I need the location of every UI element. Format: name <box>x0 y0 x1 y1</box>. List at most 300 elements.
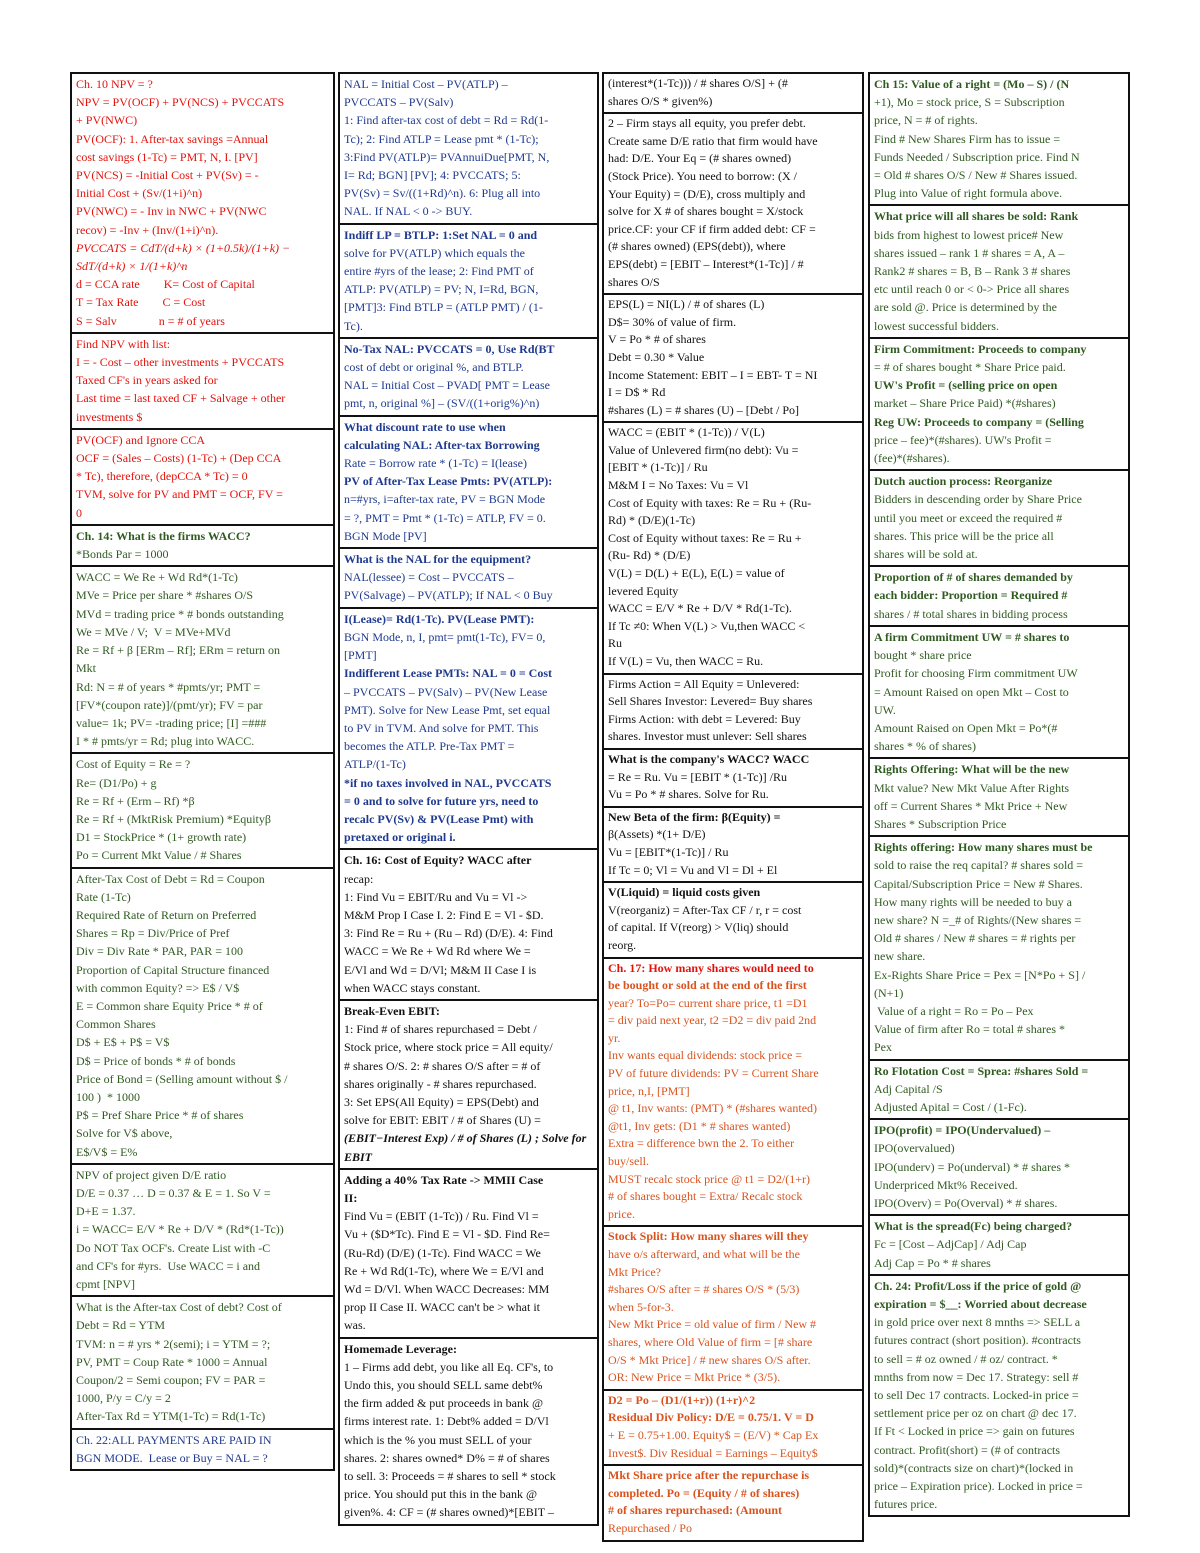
note-line: shares will be sold at. <box>874 547 978 562</box>
note-line: WACC = (EBIT * (1-Tc)) / V(L) <box>608 425 765 440</box>
note-line: have o/s afterward, and what will be the <box>608 1247 800 1261</box>
note-line: settlement price per oz on chart @ dec 17. <box>874 1406 1077 1421</box>
note-line: Value of a right = Ro = Po – Pex <box>874 1003 1034 1018</box>
note-line: 1 – Firms add debt, you like all Eq. CF's, to <box>344 1359 554 1374</box>
note-line: 0 <box>76 505 82 520</box>
note-line: (Ru-Rd) (D/E) (1-Tc). Find WACC = We <box>344 1245 541 1260</box>
note-line: new share. <box>874 949 926 964</box>
note-line: futures price. <box>874 1497 938 1512</box>
note-line: *if no taxes involved in NAL, PVCCATS <box>344 775 552 790</box>
note-line: I = D$ * Rd <box>608 385 666 400</box>
note-line: price. <box>608 1206 635 1221</box>
note-line: Profit for choosing Firm commitment UW <box>874 666 1078 681</box>
note-line: Cost of Equity without taxes: Re = Ru + <box>608 530 802 545</box>
note-line: solve for X # of shares bought = X/stock <box>608 204 804 219</box>
note-box <box>602 1464 864 1541</box>
note-line: NAL = Initial Cost – PV(ATLP) – <box>344 77 508 91</box>
note-line: After-Tax Cost of Debt = Rd = Coupon <box>76 871 265 886</box>
note-line: Fc = [Cost – AdjCap] / Adj Cap <box>874 1237 1027 1252</box>
note-line: becomes the ATLP. Pre-Tax PMT = <box>344 739 515 754</box>
note-line: = ?, PMT = Pmt * (1-Tc) = ATLP, FV = 0. <box>344 510 546 525</box>
note-box <box>338 415 599 547</box>
note-line: sold to raise the req capital? # shares sold = <box>874 858 1084 873</box>
note-line: V(reorganiz) = After-Tax CF / r, r = cost <box>608 902 802 917</box>
note-box <box>602 112 864 293</box>
note-line: (# shares owned) (EPS(debt)), where <box>608 239 786 254</box>
note-line: TVM: n = # yrs * 2(semi); i = YTM = ?; <box>76 1336 271 1351</box>
note-line: PV, PMT = Coup Rate * 1000 = Annual <box>76 1354 268 1369</box>
note-line: Inv wants equal dividends: stock price = <box>608 1048 803 1063</box>
note-line: Tc). <box>344 318 363 333</box>
note-line: UW. <box>874 702 896 717</box>
note-line: (Stock Price). You need to borrow: (X / <box>608 168 797 183</box>
note-box <box>602 673 864 748</box>
note-line: Residual Div Policy: D/E = 0.75/1. V = D <box>608 1410 814 1425</box>
note-line: D$= 30% of value of firm. <box>608 314 737 329</box>
note-line: to sell. 3: Proceeds = # shares to sell * stock <box>344 1469 556 1484</box>
note-line: shares issued – rank 1 # shares = A, A – <box>874 245 1065 260</box>
note-line: Indiff LP = BTLP: 1:Set NAL = 0 and <box>344 227 538 242</box>
note-line: How many rights will be needed to buy a <box>874 894 1072 909</box>
note-line: Po = Current Mkt Value / # Shares <box>76 848 242 863</box>
note-line: If Ft < Locked in price => gain on futures <box>874 1424 1075 1439</box>
note-line: Homemade Leverage: <box>344 1341 457 1356</box>
note-line: Ch. 14: What is the firms WACC? <box>76 528 251 543</box>
note-line: D$ + E$ + P$ = V$ <box>76 1035 170 1050</box>
note-line: completed. Po = (Equity / # of shares) <box>608 1485 800 1500</box>
note-line: Solve for V$ above, <box>76 1126 173 1141</box>
note-box <box>868 1274 1130 1518</box>
note-line: buy/sell. <box>608 1154 649 1169</box>
note-line: V(Liquid) = liquid costs given <box>608 885 761 900</box>
note-line: Find NPV with list: <box>76 336 171 351</box>
note-line: (Ru- Rd) * (D/E) <box>608 548 691 563</box>
note-line: Cost of Equity with taxes: Re = Ru + (Ru- <box>608 495 812 510</box>
note-box <box>70 524 335 565</box>
note-line: I = - Cost – other investments + PVCCATS <box>76 355 285 370</box>
note-line: NPV of project given D/E ratio <box>76 1167 227 1182</box>
note-box <box>868 469 1130 565</box>
note-line: reorg. <box>608 937 637 952</box>
note-line: Shares = Rp = Div/Price of Pref <box>76 926 230 941</box>
note-line: price – fee)*(#shares). UW's Profit = <box>874 432 1052 447</box>
note-line: New Beta of the firm: β(Equity) = <box>608 809 781 824</box>
note-line: 3:Find PV(ATLP)= PVAnnuiDue[PMT, N, <box>344 149 550 164</box>
note-box <box>868 204 1130 336</box>
note-line: Find Vu = (EBIT (1-Tc)) / Ru. Find Vl = <box>344 1209 539 1224</box>
note-line: which is the % you must SELL of your <box>344 1432 532 1447</box>
note-line: # shares O/S. 2: # shares O/S after = # of <box>344 1058 541 1073</box>
note-line: Repurchased / Po <box>608 1520 692 1535</box>
note-line: PV(Salvage) – PV(ATLP); If NAL < 0 Buy <box>344 588 553 603</box>
note-line: I * # pmts/yr = Rd; plug into WACC. <box>76 734 255 749</box>
note-box <box>602 421 864 672</box>
note-line: year? To=Po= current share price, t1 =D1 <box>608 995 808 1010</box>
note-line: Re= (D1/Po) + g <box>76 775 157 790</box>
note-line: Tc); 2: Find ATLP = Lease pmt * (1-Tc); <box>344 131 539 146</box>
note-line: IPO(profit) = IPO(Undervalued) – <box>874 1123 1051 1138</box>
note-line: price. You should put this in the bank @ <box>344 1487 538 1502</box>
note-line: Rights Offering: What will be the new <box>874 762 1070 777</box>
note-line: = # of shares bought * Share Price paid. <box>874 360 1066 375</box>
note-line: cpmt [NPV] <box>76 1277 135 1291</box>
note-box <box>338 72 599 223</box>
note-line: IPO(Overv) = Po(Overval) * # shares. <box>874 1195 1058 1210</box>
note-line: Ch. 10 NPV = ? <box>76 77 153 91</box>
note-line: PVCCATS = CdT/(d+k) × (1+0.5k)/(1+k) − SdT/(d+k) × 1/(1+k)^n <box>76 240 294 274</box>
note-line: price.CF: your CF if firm added debt: CF = <box>608 221 816 236</box>
note-line: each bidder: Proportion = Required # <box>874 588 1068 603</box>
note-line: OR: New Price = Mkt Price * (3/5). <box>608 1370 781 1385</box>
note-line: We = MVe / V; V = MVe+MVd <box>76 624 231 639</box>
note-line: Wd = D/Vl. When WACC Decreases: MM <box>344 1282 550 1296</box>
note-line: Proportion of # of shares demanded by <box>874 570 1073 585</box>
note-line: in gold price over next 8 mnths => SELL a <box>874 1315 1081 1330</box>
note-line: What is the After-tax Cost of debt? Cost of <box>76 1300 282 1315</box>
note-line: = div paid next year, t2 =D2 = div paid 2nd <box>608 1013 817 1028</box>
note-box <box>868 1214 1130 1274</box>
note-line: V(L) = D(L) + E(L), E(L) = value of <box>608 566 785 581</box>
note-line: EPS(L) = NI(L) / # of shares (L) <box>608 297 765 312</box>
note-line: Rights offering: How many shares must be <box>874 840 1093 855</box>
note-line: = 0 and to solve for future yrs, need to <box>344 793 539 808</box>
note-line: ATLP/(1-Tc) <box>344 757 406 772</box>
note-box <box>70 72 335 332</box>
note-line: Ch. 24: Profit/Loss if the price of gold @ <box>874 1278 1082 1293</box>
note-line: Undo this, you should SELL same debt% <box>344 1378 543 1393</box>
column-4 <box>868 72 1130 1517</box>
note-line: price, n,I, [PMT] <box>608 1083 690 1098</box>
note-line: S = Salv n = # of years <box>76 313 225 328</box>
note-line: *Bonds Par = 1000 <box>76 547 169 562</box>
note-line: V = Po * # of shares <box>608 332 706 347</box>
note-line: new share? N =_# of Rights/(New shares = <box>874 912 1082 927</box>
note-line: 1: Find # of shares repurchased = Debt / <box>344 1022 537 1037</box>
note-line: recap: <box>344 871 374 886</box>
note-line: Div = Div Rate * PAR, PAR = 100 <box>76 944 244 959</box>
note-line: Underpriced Mkt% Received. <box>874 1177 1018 1192</box>
note-line: P$ = Pref Share Price * # of shares <box>76 1108 244 1123</box>
note-line: A firm Commitment UW = # shares to <box>874 629 1070 644</box>
note-line: Value of Unlevered firm(no debt): Vu = <box>608 442 799 457</box>
note-line: Indifferent Lease PMTs: NAL = 0 = Cost <box>344 666 553 681</box>
note-line: 100 ) * 1000 <box>76 1089 140 1104</box>
note-box <box>868 835 1130 1058</box>
note-box <box>70 565 335 752</box>
note-box <box>868 1059 1130 1119</box>
note-line: 3: Set EPS(All Equity) = EPS(Debt) and <box>344 1094 539 1109</box>
note-line: @ t1, Inv wants: (PMT) * (#shares wanted) <box>608 1101 818 1116</box>
note-line: PV(NCS) = -Initial Cost + PV(Sv) = - <box>76 168 259 183</box>
note-box <box>70 428 335 524</box>
note-line: [PMT]3: Find BTLP = (ATLP PMT) / (1- <box>344 300 543 315</box>
note-line: Ch. 16: Cost of Equity? WACC after <box>344 853 532 868</box>
note-line: M&M I = No Taxes: Vu = Vl <box>608 478 749 493</box>
note-line: Ex-Rights Share Price = Pex = [N*Po + S] / <box>874 967 1086 982</box>
note-box <box>70 332 335 428</box>
note-line: Adding a 40% Tax Rate -> MMII Case <box>344 1172 544 1187</box>
note-line: + PV(NWC) <box>76 113 138 128</box>
note-line: Find # New Shares Firm has to issue = <box>874 131 1061 146</box>
note-line: solve for EBIT: EBIT / # of Shares (U) = <box>344 1113 541 1128</box>
note-line: Adj Cap = Po * # shares <box>874 1255 991 1270</box>
note-box <box>868 337 1130 469</box>
note-line: Pex <box>874 1040 892 1055</box>
note-line: BGN MODE. Lease or Buy = NAL = ? <box>76 1450 268 1465</box>
note-line: shares. 2: shares owned* D% = # of shares <box>344 1450 550 1465</box>
note-line: n=#yrs, i=after-tax rate, PV = BGN Mode <box>344 492 546 507</box>
note-line: If V(L) = Vu, then WACC = Ru. <box>608 654 764 668</box>
note-line: @t1, Inv gets: (D1 * # shares wanted) <box>608 1118 791 1133</box>
note-line: MVd = trading price * # bonds outstanding <box>76 606 284 621</box>
note-line: Sell Shares Investor: Levered= Buy shares <box>608 694 813 709</box>
note-line: IPO(overvalued) <box>874 1141 955 1156</box>
note-box <box>602 748 864 806</box>
note-box <box>70 867 335 1163</box>
note-line: ATLP: PV(ATLP) = PV; N, I=Rd, BGN, <box>344 282 539 297</box>
note-box <box>602 72 864 112</box>
note-line: Dutch auction process: Reorganize <box>874 474 1053 489</box>
note-line: Capital/Subscription Price = New # Shares. <box>874 876 1083 891</box>
note-line: # of shares bought = Extra/ Recalc stock <box>608 1189 803 1204</box>
note-line: i = WACC= E/V * Re + D/V * (Rd*(1-Tc)) <box>76 1222 284 1237</box>
note-box <box>868 757 1130 835</box>
note-line: Bidders in descending order by Share Price <box>874 492 1082 507</box>
column-1 <box>70 72 335 1471</box>
note-box <box>868 1118 1130 1214</box>
note-line: WACC = We Re + Wd Rd*(1-Tc) <box>76 570 238 585</box>
note-line: Firms Action = All Equity = Unlevered: <box>608 676 800 691</box>
note-line: Ru <box>608 636 623 651</box>
note-line: Stock Split: How many shares will they <box>608 1229 809 1244</box>
note-box <box>338 547 599 607</box>
note-line: shares. This price will be the price all <box>874 528 1054 543</box>
note-line: Price of Bond = (Selling amount without $ / <box>76 1071 288 1086</box>
note-line: MVe = Price per share * #shares O/S <box>76 588 254 603</box>
note-line: PV(OCF) and Ignore CCA <box>76 432 205 447</box>
note-line: Re = Rf + (MktRisk Premium) *Equityβ <box>76 811 271 826</box>
note-line: Funds Needed / Subscription price. Find N <box>874 149 1080 164</box>
note-line: IPO(underv) = Po(underval) * # shares * <box>874 1159 1071 1174</box>
note-line: had: D/E. Your Eq = (# shares owned) <box>608 151 792 166</box>
note-line: shares O/S <box>608 274 660 289</box>
note-box <box>868 72 1130 204</box>
note-line: NAL(lessee) = Cost – PVCCATS – <box>344 570 514 585</box>
note-line: NAL = Initial Cost – PVAD[ PMT = Lease <box>344 378 550 393</box>
note-line: Plug into Value of right formula above. <box>874 186 1063 201</box>
note-line: Vu = [EBIT*(1-Tc)] / Ru <box>608 844 729 859</box>
note-line: Re = Rf + β [ERm – Rf]; ERm = return on <box>76 643 281 658</box>
note-line: Rank2 # shares = B, B – Rank 3 # shares <box>874 264 1071 279</box>
note-box <box>602 957 864 1226</box>
note-box <box>338 999 599 1168</box>
note-line: Last time = last taxed CF + Salvage + other <box>76 391 286 406</box>
note-line: MUST recalc stock price @ t1 = D2/(1+r) <box>608 1171 810 1186</box>
note-line: PV of After-Tax Lease Pmts: PV(ATLP): <box>344 474 553 489</box>
note-line: Firm Commitment: Proceeds to company <box>874 341 1087 356</box>
note-line: Rate (1-Tc) <box>76 889 131 904</box>
note-line: cost savings (1-Tc) = PMT, N, I. [PV] <box>76 149 258 164</box>
note-line: E = Common share Equity Price * # of <box>76 998 263 1013</box>
note-line: D2 = Po – (D1/(1+r)) (1+r)^2 <box>608 1392 756 1407</box>
note-line: TVM, solve for PV and PMT = OCF, FV = <box>76 487 283 502</box>
note-box <box>868 565 1130 625</box>
note-line: Common Shares <box>76 1017 156 1032</box>
note-box <box>338 337 599 415</box>
note-line: β(Assets) *(1+ D/E) <box>608 827 706 842</box>
note-line: futures contract (short position). #contracts <box>874 1333 1081 1348</box>
note-line: # of shares repurchased: (Amount <box>608 1503 783 1518</box>
note-line: OCF = (Sales – Costs) (1-Tc) + (Dep CCA <box>76 451 282 466</box>
note-line: = Amount Raised on open Mkt – Cost to <box>874 684 1069 699</box>
note-box <box>868 625 1130 757</box>
note-line: when 5-for-3. <box>608 1299 674 1314</box>
note-line: shares. Investor must unlever: Sell shares <box>608 729 807 744</box>
note-line: (fee)*(#shares). <box>874 451 950 466</box>
note-line: be bought or sold at the end of the first <box>608 978 807 993</box>
note-line: investments $ <box>76 409 143 424</box>
note-line: Ro Flotation Cost = Sprea: #shares Sold = <box>874 1063 1089 1078</box>
note-line: d = CCA rate K= Cost of Capital <box>76 277 255 292</box>
note-line: 2 – Firm stays all equity, you prefer debt. <box>608 116 806 131</box>
note-line: Break-Even EBIT: <box>344 1003 440 1018</box>
note-line: expiration = $__: Worried about decrease <box>874 1297 1087 1311</box>
note-box <box>602 806 864 881</box>
note-line: to PV in TVM. And solve for PMT. This <box>344 720 539 735</box>
note-line: If Tc = 0; Vl = Vu and Vl = Dl + El <box>608 862 778 877</box>
note-line: value= 1k; PV= -trading price; [I] =### <box>76 715 267 730</box>
note-line: 1: Find Vu = EBIT/Ru and Vu = Vl -> <box>344 889 528 904</box>
note-line: lowest successful bidders. <box>874 318 999 333</box>
note-line: Debt = 0.30 * Value <box>608 349 705 364</box>
note-line: 1000, P/y = C/y = 2 <box>76 1391 171 1406</box>
note-line: NAL. If NAL < 0 -> BUY. <box>344 204 473 219</box>
note-line: Adjusted Apital = Cost / (1-Fc). <box>874 1099 1027 1114</box>
note-line: Mkt value? New Mkt Value After Rights <box>874 780 1070 795</box>
note-line: Adj Capital /S <box>874 1081 943 1096</box>
note-line: PMT). Solve for New Lease Pmt, set equal <box>344 702 551 717</box>
note-line: bought * share price <box>874 648 972 663</box>
note-line: Mkt <box>76 661 97 676</box>
note-line: entire #yrs of the lease; 2: Find PMT of <box>344 264 534 279</box>
note-line: New Mkt Price = old value of firm / New # <box>608 1317 817 1332</box>
note-line: If Tc ≠0: When V(L) > Vu,then WACC < <box>608 618 806 633</box>
note-line: = Re = Ru. Vu = [EBIT * (1-Tc)] /Ru <box>608 769 787 784</box>
note-line: [FV*(coupon rate)]/(pmt/yr); FV = par <box>76 697 263 712</box>
note-box <box>338 223 599 337</box>
note-line: pretaxed or original i. <box>344 830 456 845</box>
note-line: shares, where Old Value of firm = [# share <box>608 1334 813 1349</box>
note-line: PV(Sv) = Sv/((1+Rd)^n). 6: Plug all into <box>344 186 541 201</box>
note-line: D$ = Price of bonds * # of bonds <box>76 1053 236 1068</box>
note-line: No-Tax NAL: PVCCATS = 0, Use Rd(BT <box>344 341 555 356</box>
note-line: What is the spread(Fc) being charged? <box>874 1219 1073 1234</box>
note-line: D1 = StockPrice * (1+ growth rate) <box>76 830 247 845</box>
note-line: when WACC stays constant. <box>344 980 481 995</box>
note-line: price – Expiration price). Locked in price = <box>874 1479 1083 1494</box>
column-3 <box>602 72 864 1542</box>
note-line: Reg UW: Proceeds to company = (Selling <box>874 414 1084 429</box>
note-line: What price will all shares be sold: Rank <box>874 209 1079 224</box>
note-line: I= Rd; BGN] [PV]; 4: PVCCATS; 5: <box>344 168 521 183</box>
note-line: [PMT] <box>344 648 377 663</box>
note-line: Vu + ($D*Tc). Find E = Vl - $D. Find Re= <box>344 1227 550 1242</box>
note-line: shares * % of shares) <box>874 739 976 754</box>
note-line: PV of future dividends: PV = Current Share <box>608 1066 819 1081</box>
note-line: market – Share Price Paid) *(#shares) <box>874 396 1056 411</box>
note-line: After-Tax Rd = YTM(1-Tc) = Rd(1-Tc) <box>76 1409 266 1424</box>
note-line: sold)*(contracts size on chart)*(locked in <box>874 1460 1074 1475</box>
note-line: D+E = 1.37. <box>76 1204 136 1219</box>
note-line: bids from highest to lowest price# New <box>874 227 1064 242</box>
note-line: Rd: N = # of years * #pmts/yr; PMT = <box>76 679 261 694</box>
note-line: pmt, n, original %] – (SV/((1+orig%)^n) <box>344 396 540 411</box>
note-line: Invest$. Div Residual = Earnings – Equity$ <box>608 1445 818 1460</box>
note-line: PV(OCF): 1. After-tax savings =Annual <box>76 131 269 146</box>
note-line: Coupon/2 = Semi coupon; FV = PAR = <box>76 1373 266 1388</box>
note-box <box>70 1428 335 1471</box>
note-line: Re + Wd Rd(1-Tc), where We = E/Vl and <box>344 1263 544 1278</box>
note-line: was. <box>344 1318 366 1333</box>
note-line: #shares (L) = # shares (U) – [Debt / Po] <box>608 402 800 417</box>
note-line: T = Tax Rate C = Cost <box>76 295 206 310</box>
note-line: EPS(debt) = [EBIT – Interest*(1-Tc)] / # <box>608 256 804 271</box>
note-box <box>338 1168 599 1337</box>
note-line: PVCCATS – PV(Salv) <box>344 95 454 110</box>
note-line: BGN Mode [PV] <box>344 528 427 543</box>
note-line: What is the company's WACC? WACC <box>608 751 810 766</box>
note-line: solve for PV(ATLP) which equals the <box>344 245 525 260</box>
note-line: PV(NWC) = - Inv in NWC + PV(NWC <box>76 204 267 219</box>
note-line: UW's Profit = (selling price on open <box>874 378 1058 393</box>
note-line: contract. Profit(short) = (# of contracts <box>874 1442 1061 1457</box>
note-line: are sold @. Price is determined by the <box>874 300 1057 315</box>
note-line: to sell = # oz owned / # oz/ contract. * <box>874 1351 1058 1366</box>
note-line: E/Vl and Wd = D/Vl; M&M II Case I is <box>344 962 537 977</box>
note-line: recalc PV(Sv) & PV(Lease Pmt) with <box>344 811 534 826</box>
note-line: Your Equity) = (D/E), cross multiply and <box>608 186 806 201</box>
note-line: Proportion of Capital Structure financed <box>76 962 270 977</box>
note-line: shares O/S * given%) <box>608 93 713 108</box>
note-line: 1: Find after-tax cost of debt = Rd = Rd(1- <box>344 113 549 128</box>
note-line: given%. 4: CF = (# shares owned)*[EBIT – <box>344 1505 554 1520</box>
note-line: Income Statement: EBIT – I = EBT- T = NI <box>608 367 818 382</box>
note-line: cost of debt or original %, and BTLP. <box>344 360 524 375</box>
note-line: etc until reach 0 or < 0-> Price all shares <box>874 282 1070 297</box>
note-line: Initial Cost + (Sv/(1+i)^n) <box>76 186 203 201</box>
note-line: Mkt Share price after the repurchase is <box>608 1468 810 1483</box>
note-line: shares originally - # shares repurchased. <box>344 1076 537 1091</box>
note-line: Vu = Po * # shares. Solve for Ru. <box>608 787 769 802</box>
note-line: (EBIT−Interest Exp) / # of Shares (L) ; Solve for EBIT <box>344 1131 590 1164</box>
note-box <box>602 881 864 956</box>
note-box <box>338 607 599 849</box>
note-line: price, N = # of rights. <box>874 113 978 128</box>
note-line: off = Current Shares * Mkt Price + New <box>874 798 1068 813</box>
note-line: yr. <box>608 1030 621 1045</box>
note-box <box>70 1163 335 1295</box>
note-line: the firm added & put proceeds in bank @ <box>344 1396 543 1411</box>
note-box <box>338 848 599 999</box>
note-line: (N+1) <box>874 985 904 1000</box>
note-line: What is the NAL for the equipment? <box>344 552 532 567</box>
note-box <box>602 1225 864 1388</box>
note-line: 3: Find Re = Ru + (Ru – Rd) (D/E). 4: Find <box>344 926 553 941</box>
note-line: prop II Case II. WACC can't be > what it <box>344 1300 540 1315</box>
note-line: until you meet or exceed the required # <box>874 510 1063 525</box>
note-line: Create same D/E ratio that firm would have <box>608 133 818 148</box>
note-line: WACC = We Re + Wd Rd where We = <box>344 944 531 959</box>
